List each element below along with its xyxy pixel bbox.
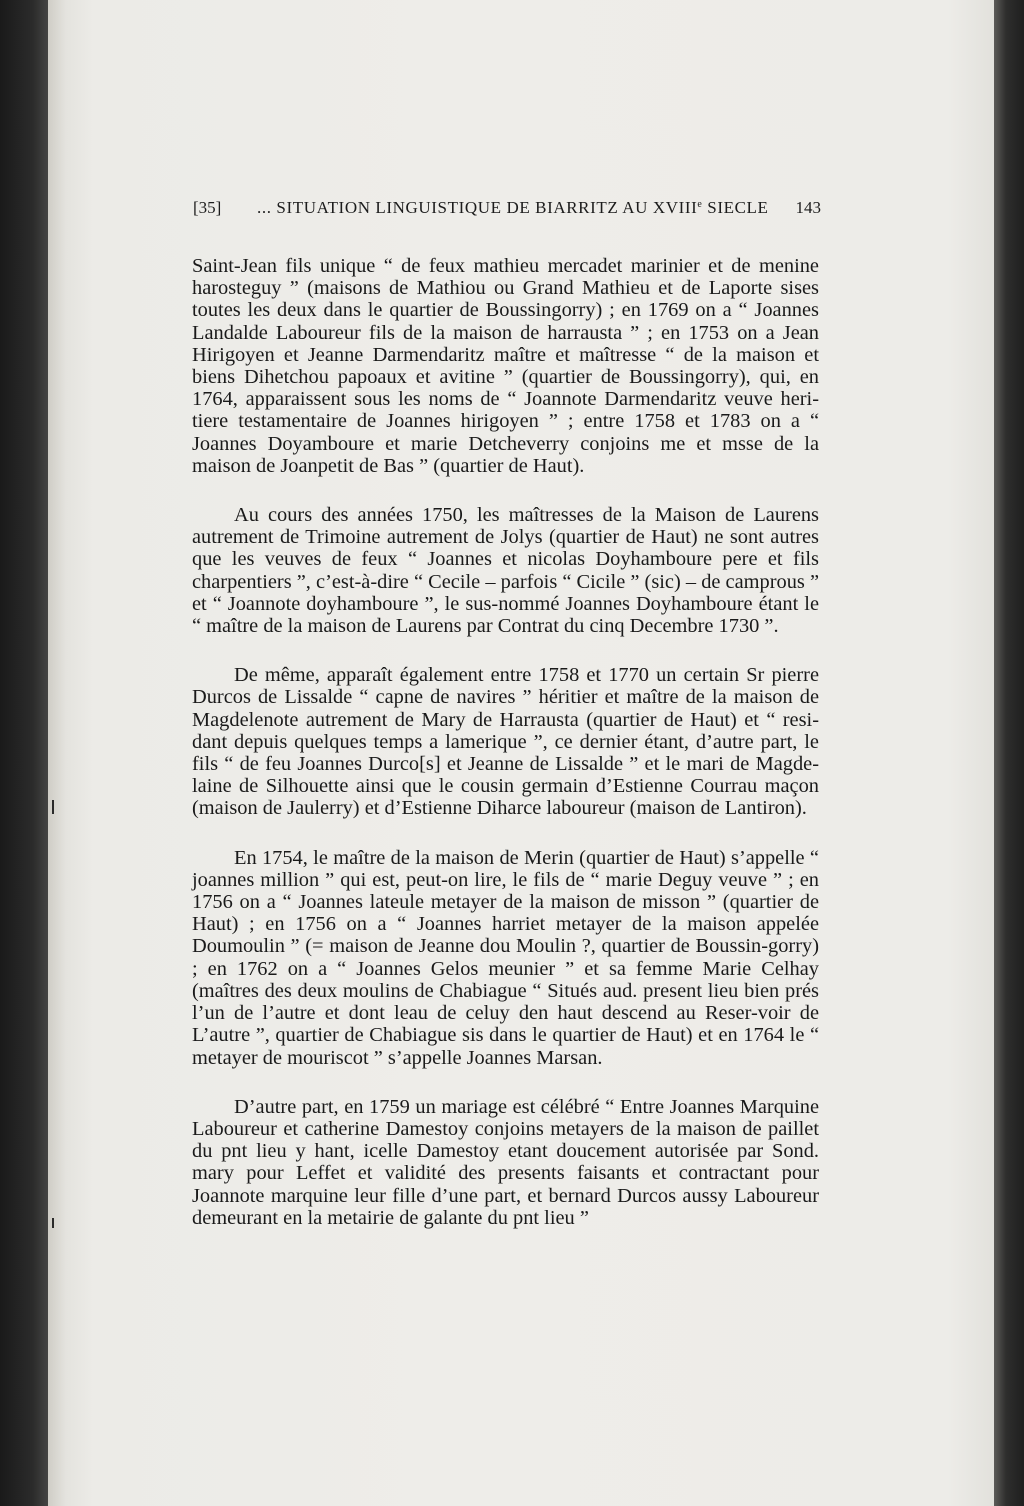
- page-number: 143: [795, 198, 821, 217]
- page-edge: [994, 0, 1024, 1506]
- margin-mark: [52, 1218, 54, 1228]
- margin-mark: [52, 800, 54, 814]
- paragraph: Saint-Jean fils unique “ de feux mathieu mercadet marinier et de menine harosteguy ” (maisons de Mathiou ou Grand Mathieu et de Laporte sises toutes les deux dans le quartier de Boussingorry) ; en 1769 on a “ Joannes Landalde Laboureur fils de la maison de harrausta ” ; en 1753 on a Jean Hirigoyen et Jeanne Darmendaritz maître et maîtresse “ de la maison et biens Dihetchou papoaux et avitine ” (quartier de Boussingorry), qui, en 1764, apparaissent sous les noms de “ Joannote Darmendaritz veuve heri-tiere testamentaire de Joannes hirigoyen ” ; entre 1758 et 1783 on a “ Joannes Doyamboure et marie Detcheverry conjoins me et msse de la maison de Joanpetit de Bas ” (quartier de Haut).: [192, 255, 819, 477]
- paragraph: Au cours des années 1750, les maîtresses de la Maison de Laurens autrement de Trimoine autrement de Jolys (quartier de Haut) ne sont autres que les veuves de feux “ Joannes et nicolas Doyhamboure pere et fils charpentiers ”, c’est-à-dire “ Cecile – parfois “ Cicile ” (sic) – de camprous ” et “ Joannote doyhamboure ”, le sus-nommé Joannes Doyhamboure étant le “ maître de la maison de Laurens par Contrat du cinq Decembre 1730 ”.: [192, 504, 819, 638]
- body-text: [192, 255, 819, 1256]
- page-reference: [35]: [193, 198, 222, 217]
- paragraph: En 1754, le maître de la maison de Merin (quartier de Haut) s’appelle “ joannes million ” qui est, peut-on lire, le fils de “ marie Deguy veuve ” ; en 1756 on a “ Joannes lateule metayer de la maison de misson ” (quartier de Haut) ; en 1756 on a “ Joannes harriet metayer de la maison appelée Doumoulin ” (= maison de Jeanne dou Moulin ?, quartier de Boussin-gorry) ; en 1762 on a “ Joannes Gelos meunier ” et sa femme Marie Celhay (maîtres des deux moulins de Chabiague “ Situés aud. present lieu bien prés l’un de l’autre et dont leau de celuy den haut descend au Reser-voir de L’autre ”, quartier de Chabiague sis dans le quartier de Haut) et en 1764 le “ metayer de mouriscot ” s’appelle Joannes Marsan.: [192, 846, 819, 1069]
- paragraph: D’autre part, en 1759 un mariage est célébré “ Entre Joannes Marquine Laboureur et catherine Damestoy conjoins metayers de la maison de paillet du pnt lieu y hant, icelle Damestoy etant doucement autorisée par Sond. mary pour Leffet et validité des presents faisants et contractant pour Joannote marquine leur fille d’une part, et bernard Durcos aussy Laboureur demeurant en la metairie de galante du pnt lieu ”: [192, 1095, 819, 1229]
- paragraph: De même, apparaît également entre 1758 et 1770 un certain Sr pierre Durcos de Lissalde “ capne de navires ” héritier et maître de la maison de Magdelenote autrement de Mary de Harrausta (quartier de Haut) et “ resi-dant depuis quelques temps a lamerique ”, ce dernier étant, d’autre part, le fils “ de feu Joannes Durco[s] et Jeanne de Lissalde ” et le mari de Magde-laine de Silhouette ainsi que le cousin germain d’Estienne Courrau maçon (maison de Jaulerry) et d’Estienne Diharce laboureur (maison de Lantiron).: [192, 664, 819, 820]
- running-title: ... SITUATION LINGUISTIQUE DE BIARRITZ AU XVIIIe SIECLE: [257, 198, 769, 217]
